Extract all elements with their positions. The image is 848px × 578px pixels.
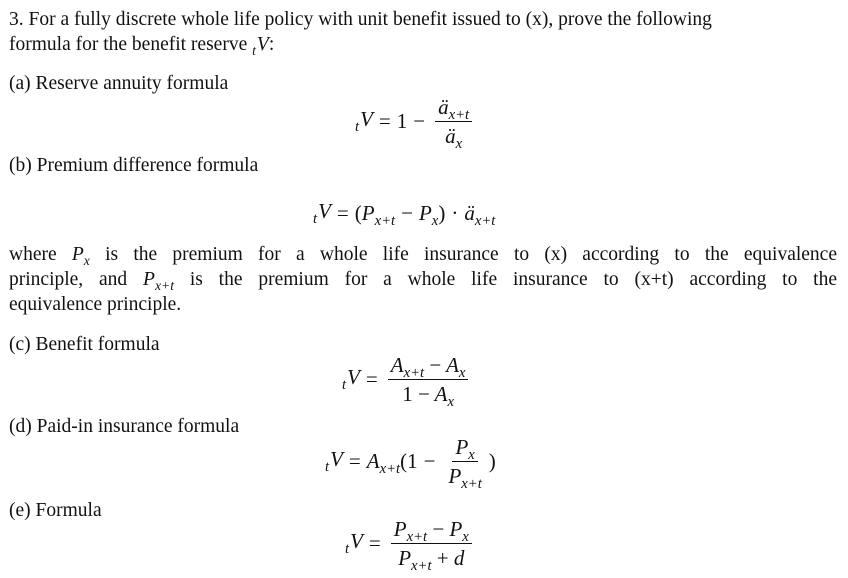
part-c-label: (c) Benefit formula	[9, 334, 160, 355]
part-e-equation: $_t$V = $\frac{P_{x+t} - P_x}{P_{x+t} + d}$	[345, 518, 476, 569]
problem-intro-prefix: formula for the benefit reserve	[9, 34, 253, 55]
premium-pxt-symbol: $P_{x+t}$	[143, 269, 174, 293]
part-b-equation: $_t$V = ( $P_{x+t}$ − $P_x$ ) · $ä_{x+t}$	[313, 199, 496, 230]
part-a-equation: $_t$V = 1 − $\frac{ä_{x+t}}{ä_x}$	[355, 96, 476, 147]
premium-px-symbol: $P_x$	[71, 244, 90, 268]
part-d-equation: $_t$V = $A_{x+t}$ (1 − $\frac{P_x}{P_{x+t}}$ )	[325, 435, 496, 493]
part-a-label: (a) Reserve annuity formula	[9, 73, 229, 94]
part-a-fraction: $\frac{ä_{x+t}}{ä_x}$	[435, 96, 472, 147]
where-line3: equivalence principle.	[9, 294, 182, 315]
where-line1-b: is the premium for a whole life insurance to (x) according to the equivalence	[105, 244, 837, 265]
part-e-label: (e) Formula	[9, 500, 102, 521]
part-c-equation: $_t$V = $\frac{A_{x+t} - A_x}{1 - A_x}$	[342, 354, 472, 405]
part-d-label: (d) Paid-in insurance formula	[9, 416, 240, 437]
where-line1-a: where	[9, 244, 57, 265]
problem-intro-suffix: :	[268, 34, 275, 55]
problem-intro-line2	[9, 32, 274, 63]
part-e-fraction: $\frac{P_{x+t} - P_x}{P_{x+t} + d}$	[391, 518, 472, 569]
part-b-label: (b) Premium difference formula	[9, 155, 259, 176]
problem-intro-line1: 3. For a fully discrete whole life policy with unit benefit issued to (x), prove the following	[9, 9, 712, 30]
reserve-symbol: $_t$V	[252, 34, 269, 58]
where-paragraph	[9, 242, 837, 317]
where-line2-a: principle, and	[9, 269, 128, 290]
part-c-fraction: $\frac{A_{x+t} - A_x}{1 - A_x}$	[388, 354, 469, 405]
part-d-fraction: $\frac{P_x}{P_{x+t}}$	[448, 435, 482, 493]
where-line2-b: is the premium for a whole life insurance to (x+t) according to the	[189, 269, 838, 290]
